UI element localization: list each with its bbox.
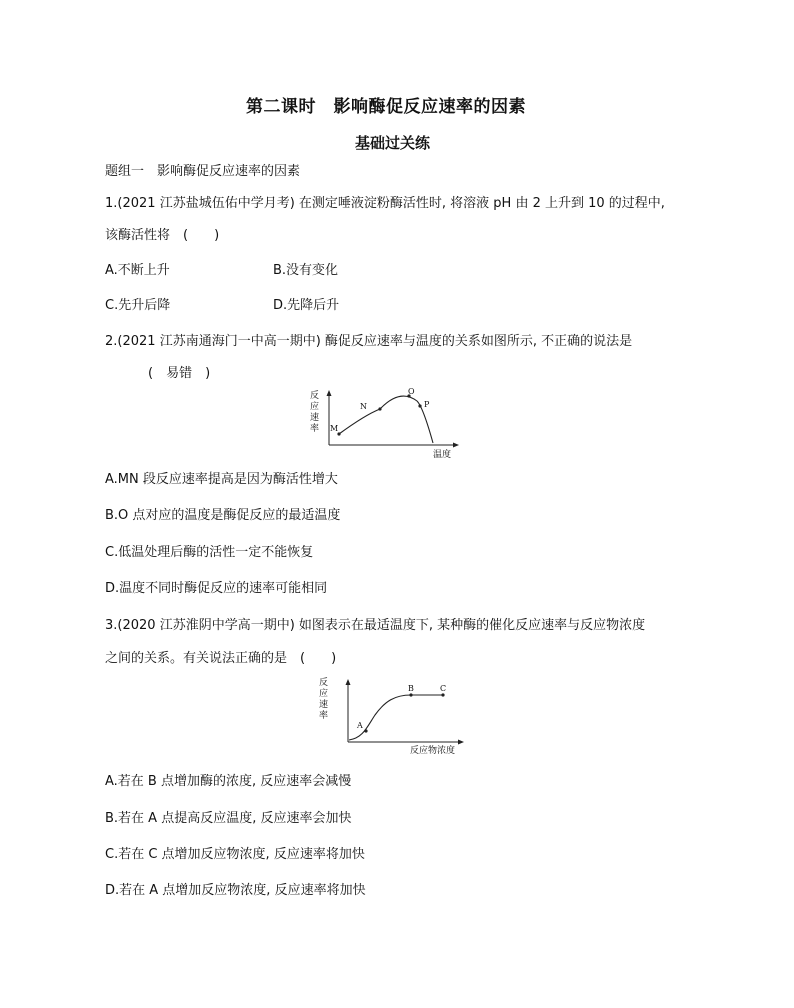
point-label-p: P — [424, 400, 430, 409]
rate-curve — [339, 396, 433, 443]
point-b — [409, 693, 412, 696]
y-axis-arrow — [346, 679, 351, 685]
group-heading: 题组一 影响酶促反应速率的因素 — [105, 164, 301, 179]
q2-option-d: D.温度不同时酶促反应的速率可能相同 — [105, 581, 328, 596]
page-title: 第二课时 影响酶促反应速率的因素 — [246, 97, 526, 117]
point-a — [364, 729, 367, 732]
point-n — [378, 407, 381, 410]
x-axis-arrow — [458, 740, 464, 745]
q3-stem-line1: 3.(2020 江苏淮阴中学高一期中) 如图表示在最适温度下, 某种酶的催化反应速率与反应物浓度 — [105, 618, 646, 633]
point-p — [418, 404, 421, 407]
point-label-b: B — [408, 684, 414, 693]
q1-option-c: C.先升后降 — [105, 298, 171, 313]
y-axis-label-char: 应 — [319, 689, 329, 699]
point-c — [441, 693, 444, 696]
temperature-rate-chart — [305, 385, 470, 463]
q3-option-c: C.若在 C 点增加反应物浓度, 反应速率将加快 — [105, 847, 365, 862]
q3-option-b: B.若在 A 点提高反应温度, 反应速率会加快 — [105, 811, 352, 826]
rate-curve — [349, 695, 443, 740]
y-axis-label-char: 反 — [310, 391, 320, 401]
y-axis-label-char: 应 — [310, 402, 320, 412]
point-label-n: N — [360, 402, 367, 411]
point-label-c: C — [440, 684, 447, 693]
q1-stem-line1: 1.(2021 江苏盐城伍佑中学月考) 在测定唾液淀粉酶活性时, 将溶液 pH 由 2 上升到 10 的过程中, — [105, 196, 665, 211]
x-axis-arrow — [453, 443, 459, 448]
q3-stem-line2: 之间的关系。有关说法正确的是 ( ) — [105, 651, 337, 666]
y-axis-label-char: 速 — [319, 700, 329, 710]
point-label-m: M — [330, 424, 339, 433]
x-axis-label: 温度 — [433, 450, 452, 460]
q3-option-d: D.若在 A 点增加反应物浓度, 反应速率将加快 — [105, 883, 366, 898]
y-axis-label-char: 速 — [310, 413, 320, 423]
section-subtitle: 基础过关练 — [355, 134, 431, 152]
q2-option-c: C.低温处理后酶的活性一定不能恢复 — [105, 545, 314, 560]
q2-option-b: B.O 点对应的温度是酶促反应的最适温度 — [105, 508, 341, 523]
y-axis-arrow — [327, 390, 332, 396]
q1-option-b: B.没有变化 — [273, 263, 339, 278]
point-label-a: A — [357, 721, 363, 730]
q1-option-a: A.不断上升 — [105, 263, 170, 278]
y-axis-label-char: 率 — [310, 424, 320, 434]
q1-stem-line2: 该酶活性将 ( ) — [105, 228, 220, 243]
y-axis-label-char: 反 — [319, 678, 329, 688]
q3-option-a: A.若在 B 点增加酶的浓度, 反应速率会减慢 — [105, 774, 352, 789]
q2-stem-line2: ( 易错 ) — [148, 366, 211, 381]
q2-stem-line1: 2.(2021 江苏南通海门一中高一期中) 酶促反应速率与温度的关系如图所示, 不正确的说法是 — [105, 334, 633, 349]
y-axis-label-char: 率 — [319, 711, 329, 721]
point-label-o: O — [408, 387, 415, 396]
q2-option-a: A.MN 段反应速率提高是因为酶活性增大 — [105, 472, 338, 487]
substrate-rate-chart — [315, 673, 475, 758]
x-axis-label: 反应物浓度 — [410, 746, 456, 756]
q1-option-d: D.先降后升 — [273, 298, 340, 313]
